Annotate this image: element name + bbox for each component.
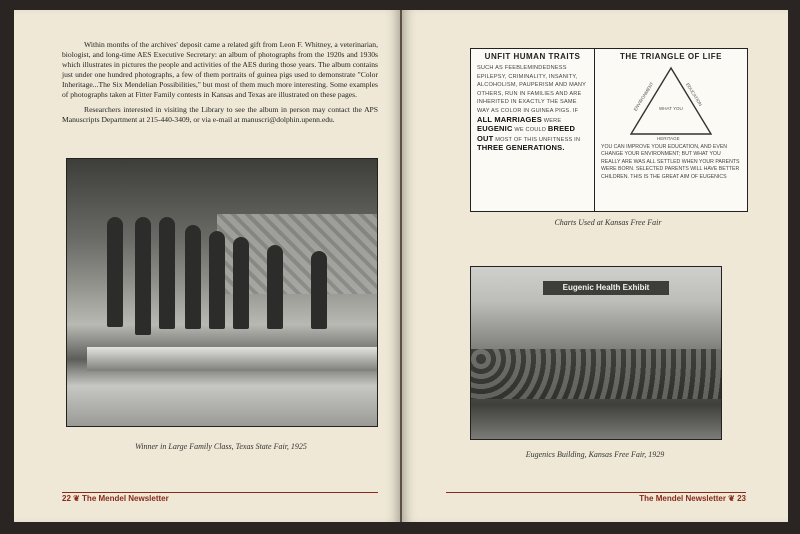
unfit-traits-chart xyxy=(471,49,595,211)
intro-paragraph: Within months of the archives' deposit came a related gift from Leon F. Whitney, a veterinarian, biologist, and long-time AES Executive Secretary: an album of photographs from the 1920s and 1930s which illustrates in pictures the people and activities of the AES during those years. The album contains just under one hundred photographs, a few of them portraits of guinea pigs used to demonstrate "Color Inheritage...The Six Mendelian Possibilities," but most of them much more interesting. Some examples of photographs taken at Fitter Family contests in Kansas and Texas are illustrated on these pages. xyxy=(62,40,378,99)
right-page xyxy=(402,10,788,522)
large-family-photo xyxy=(66,158,378,427)
footer-rule xyxy=(446,492,746,493)
photo-caption: Winner in Large Family Class, Texas State Fair, 1925 xyxy=(135,442,307,451)
figure xyxy=(209,231,225,329)
triangle-center-label: WHAT YOU xyxy=(659,106,683,111)
figure xyxy=(135,217,151,335)
figure xyxy=(185,225,201,329)
page-footer-left: 22 ❦ The Mendel Newsletter xyxy=(62,494,169,503)
triangle-bottom-label: HERITAGE xyxy=(657,136,680,141)
eugenics-charts xyxy=(470,48,748,212)
building-caption: Eugenics Building, Kansas Free Fair, 1929 xyxy=(525,450,665,459)
chart-title: THE TRIANGLE OF LIFE xyxy=(620,52,722,61)
figure xyxy=(159,217,175,329)
crowd xyxy=(471,349,721,399)
figure xyxy=(311,251,327,329)
contact-paragraph: Researchers interested in visiting the Library to see the album in person may contact the APS Manuscripts Department at 215-440-3409, or via e-mail at manuscri@dolphin.upenn.edu. xyxy=(62,105,378,124)
exhibit-sign: Eugenic Health Exhibit xyxy=(543,281,669,295)
page-footer-right: The Mendel Newsletter ❦ 23 xyxy=(639,494,746,503)
chart-body: SUCH AS FEEBLEMINDEDNESS EPILEPSY, CRIMINALITY, INSANITY, ALCOHOLISM, PAUPERISM AND MANY OTHERS, RUN IN FAMILIES AND ARE INHERITED IN EXACTLY THE SAME WAY AS COLOR IN GUINEA PIGS. IF ALL MARRIAGES WERE EUGENIC WE COULD BREED OUT MOST OF THIS UNFITNESS IN THREE GENERATIONS. xyxy=(477,65,586,153)
chart-title: UNFIT HUMAN TRAITS xyxy=(484,52,581,61)
eugenics-building-photo xyxy=(470,266,722,440)
chart-footnote: YOU CAN IMPROVE YOUR EDUCATION, AND EVEN CHANGE YOUR ENVIRONMENT; BUT WHAT YOU REALLY ARE WAS ALL SETTLED WHEN YOUR PARENTS WERE BORN. SELECTED PARENTS WILL HAVE BETTER CHILDREN. THIS IS THE GREAT AIM OF EUGENICS xyxy=(601,144,740,180)
figure xyxy=(233,237,249,329)
triangle-right-label: EDUCATION xyxy=(685,82,704,107)
charts-caption: Charts Used at Kansas Free Fair xyxy=(554,218,662,227)
triangle-diagram xyxy=(601,64,741,144)
triangle-of-life-chart xyxy=(595,49,747,211)
triangle-left-label: ENVIRONMENT xyxy=(632,81,655,112)
triangle-icon xyxy=(601,64,741,144)
figure xyxy=(267,245,283,329)
water-step xyxy=(87,347,377,371)
figure xyxy=(107,217,123,327)
footer-rule xyxy=(62,492,378,493)
left-page xyxy=(14,10,400,522)
